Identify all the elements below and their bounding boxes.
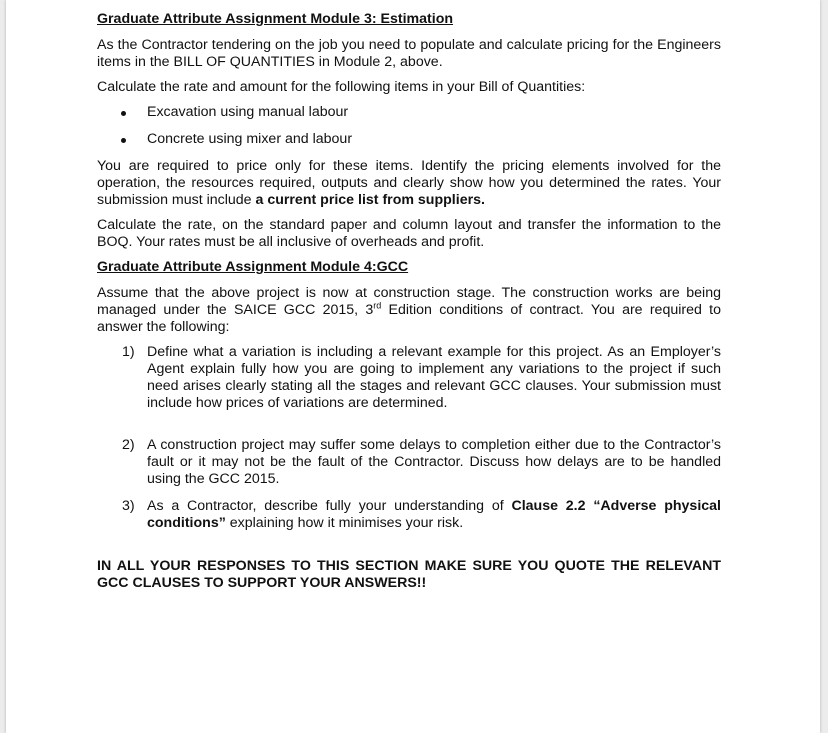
list-item (97, 131, 721, 148)
module3-intro: As the Contractor tendering on the job you need to populate and calculate pricing for the Engineers items in the BILL OF QUANTITIES in Module 2, above. (97, 37, 721, 70)
question-number: 2) (122, 437, 135, 453)
question-item (97, 344, 721, 412)
requirement-bold-text: a current price list from suppliers. (255, 192, 485, 208)
final-notice: IN ALL YOUR RESPONSES TO THIS SECTION MAKE SURE YOU QUOTE THE RELEVANT GCC CLAUSES TO SUPPORT YOUR ANSWERS!! (97, 558, 721, 591)
module4-intro (97, 285, 721, 336)
document-page (6, 0, 820, 733)
document-content (97, 11, 721, 592)
question-number: 3) (122, 498, 135, 514)
question-text: A construction project may suffer some delays to completion either due to the Contractor’s fault or it may not be the fault of the Contractor. Discuss how delays are to be handled using the GCC 2015. (147, 437, 721, 487)
question-text: Define what a variation is including a relevant example for this project. As an Employer’s Agent explain fully how you are going to implement any variations to the project if such need arises clearly stating all the stages and relevant GCC clauses. Your submission must include how prices of variations are determined. (147, 344, 721, 411)
question-clause-bold: Clause 2.2 “Adverse physical conditions” (147, 498, 721, 531)
question-text-after: explaining how it minimises your risk. (225, 515, 464, 531)
intro-superscript: rd (373, 300, 382, 311)
module3-heading: Graduate Attribute Assignment Module 3: Estimation (97, 11, 454, 27)
intro-text-before: Assume that the above project is now at construction stage. The construction works are being managed under the SAICE GCC 2015, 3 (97, 285, 721, 318)
bullet-icon (121, 138, 126, 143)
list-item (97, 104, 721, 121)
question-item (97, 437, 721, 488)
module3-requirement (97, 158, 721, 209)
question-item (97, 498, 721, 532)
module3-calc-instruction: Calculate the rate and amount for the following items in your Bill of Quantities: (97, 79, 586, 95)
list-item-text: Excavation using manual labour (147, 104, 349, 120)
module4-heading: Graduate Attribute Assignment Module 4:GCC (97, 259, 409, 275)
intro-text-after: Edition conditions of contract. You are required to answer the following: (97, 302, 721, 335)
module3-rate-instruction: Calculate the rate, on the standard paper and column layout and transfer the information to the BOQ. Your rates must be all inclusive of overheads and profit. (97, 217, 721, 250)
module4-question-list (97, 344, 721, 532)
question-number: 1) (122, 344, 135, 360)
list-item-text: Concrete using mixer and labour (147, 131, 353, 147)
question-text-before: As a Contractor, describe fully your understanding of (147, 498, 512, 514)
requirement-text: You are required to price only for these items. Identify the pricing elements involved for the operation, the resources required, outputs and clearly show how you determined the rates. Your submission must include (97, 158, 721, 208)
module3-item-list (97, 104, 721, 148)
bullet-icon (121, 111, 126, 116)
